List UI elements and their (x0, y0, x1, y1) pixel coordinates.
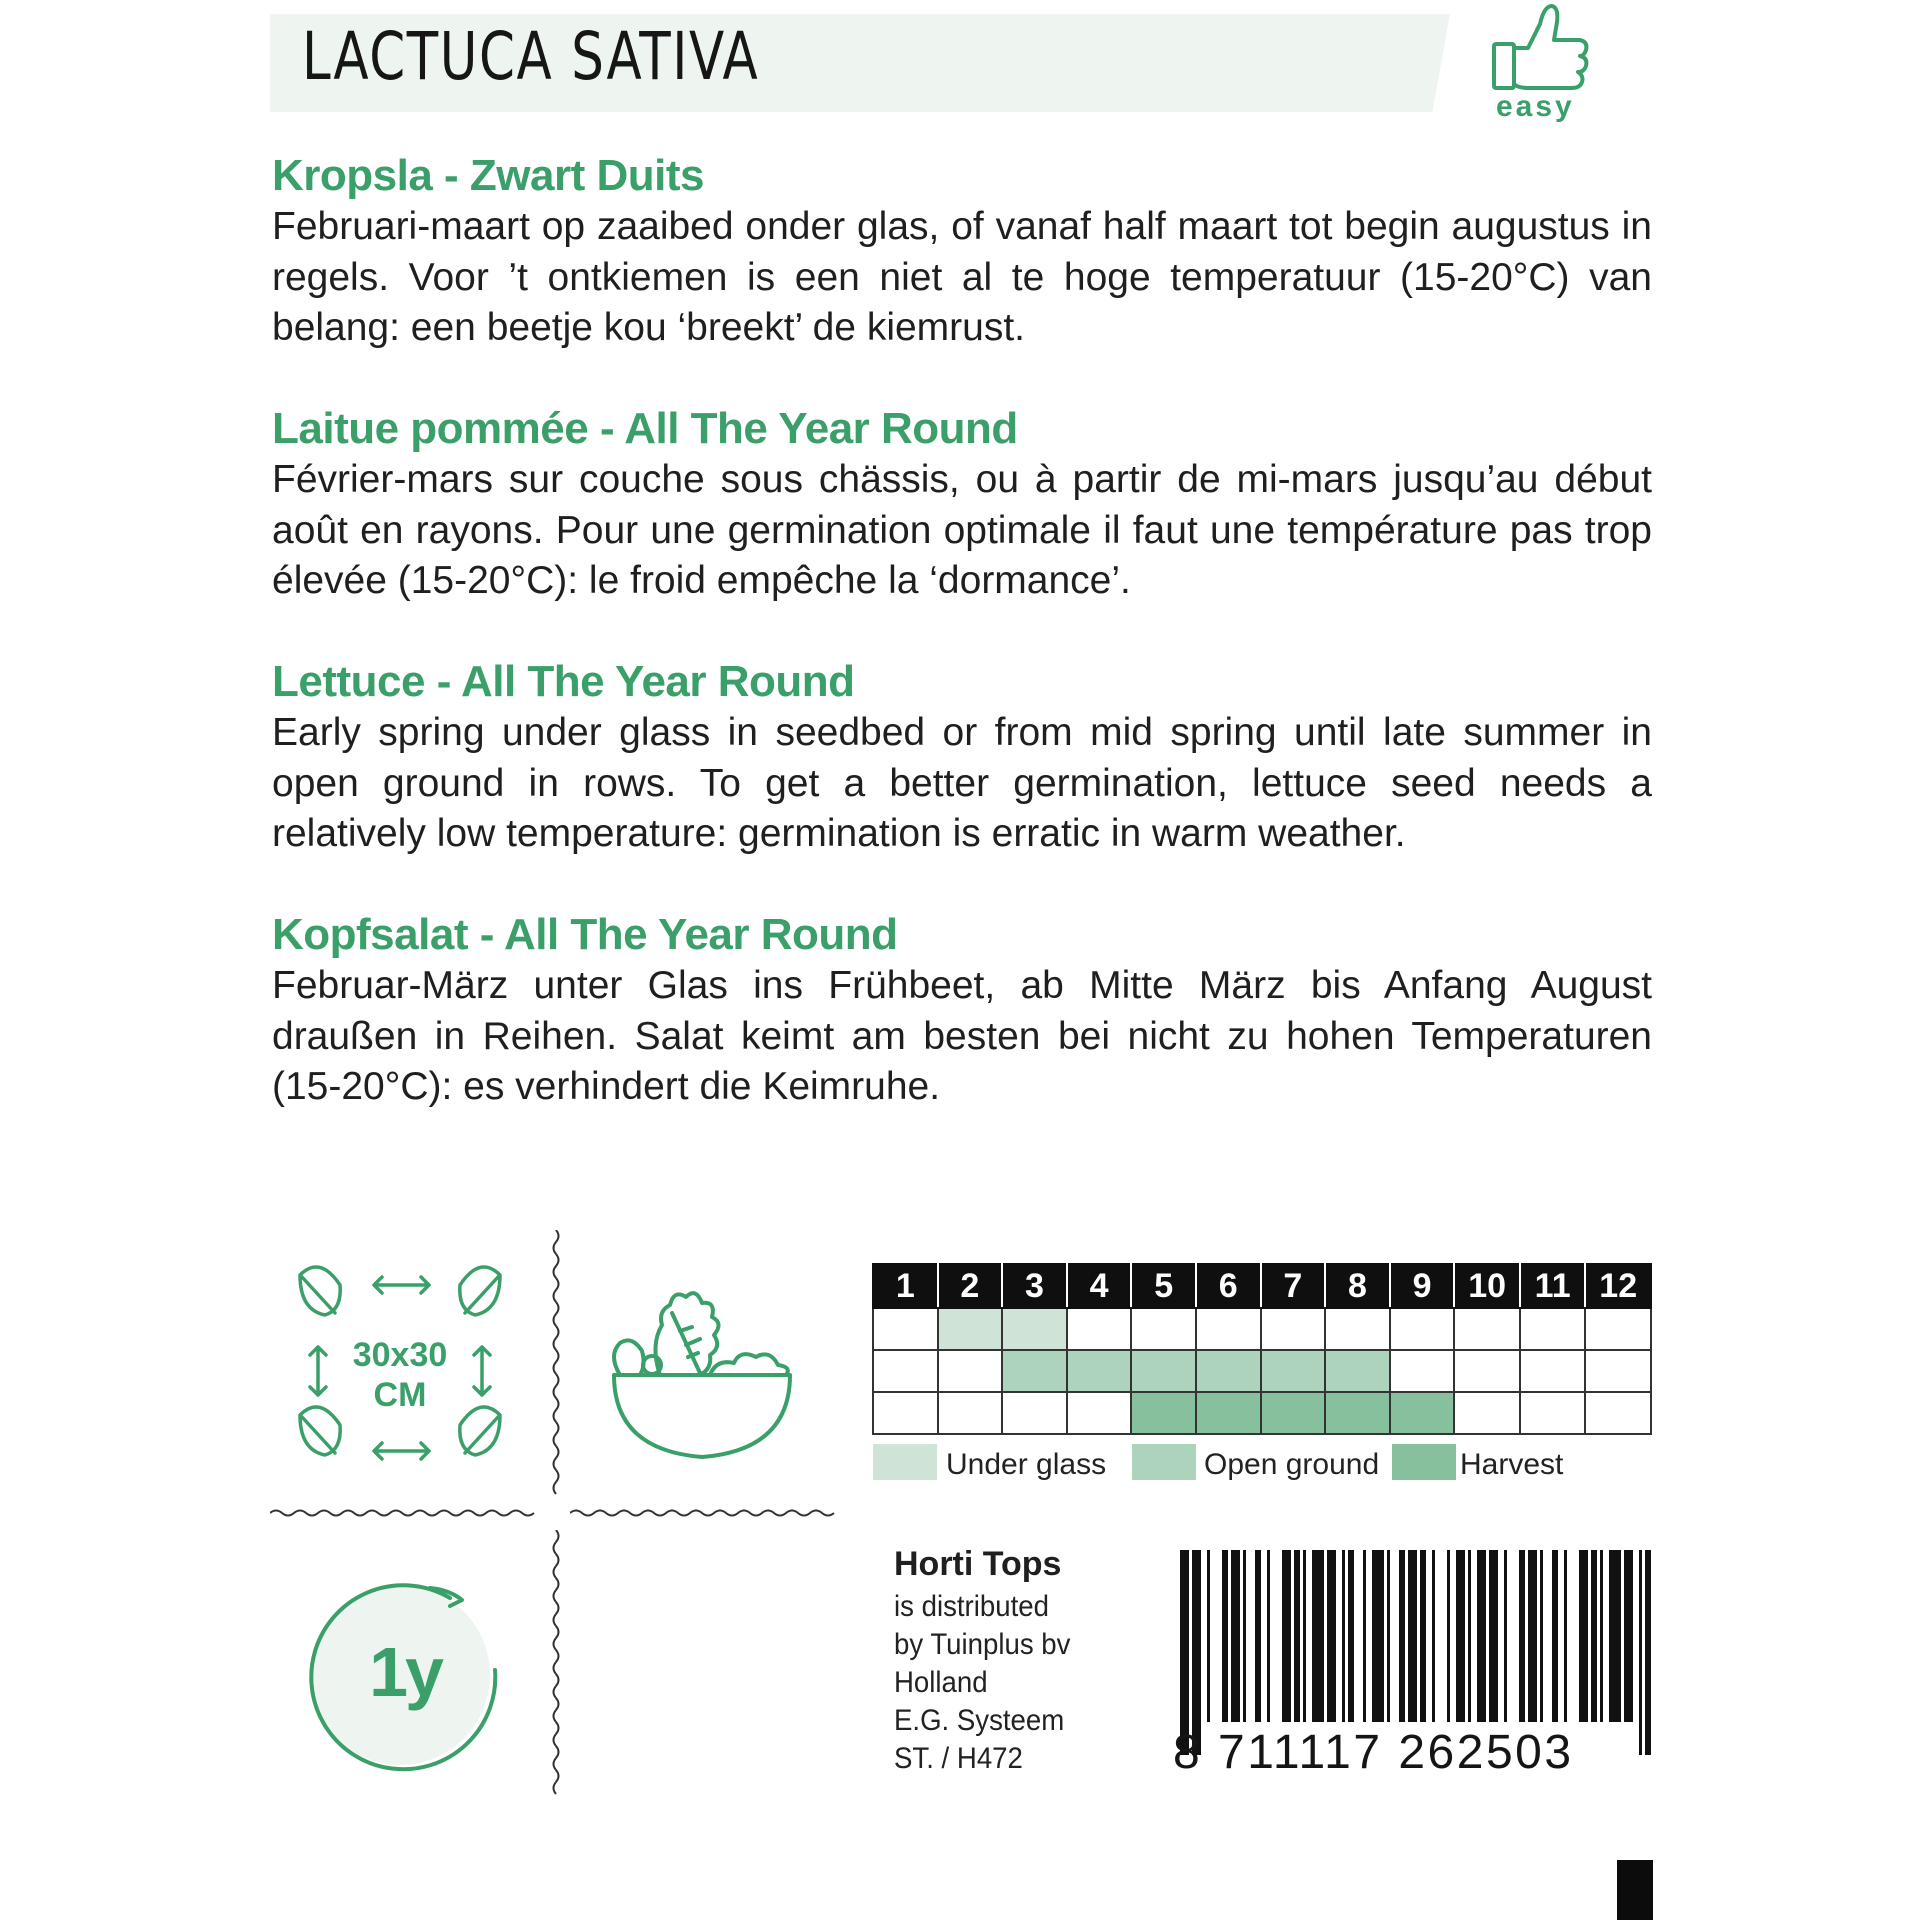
barcode-bar (1255, 1550, 1261, 1722)
calendar-row-harvest (873, 1392, 1651, 1434)
calendar-row-open (873, 1350, 1651, 1392)
calendar-cell (1520, 1350, 1585, 1392)
calendar-cell (938, 1308, 1003, 1350)
legend-label-under-glass: Under glass (946, 1448, 1107, 1481)
distributor-line: Holland (894, 1666, 988, 1699)
calendar-header-row (873, 1264, 1651, 1308)
barcode-bar (1348, 1550, 1354, 1722)
section-dutch (272, 150, 1652, 354)
calendar-cell (1196, 1350, 1261, 1392)
calendar-cell (1520, 1392, 1585, 1434)
print-mark (1617, 1860, 1653, 1920)
calendar-cell (1196, 1392, 1261, 1434)
distributor-line: is distributed (894, 1590, 1049, 1623)
calendar-cell (1585, 1308, 1651, 1350)
month-header: 10 (1454, 1264, 1520, 1308)
calendar-cell (1390, 1350, 1455, 1392)
calendar-cell (1585, 1392, 1651, 1434)
calendar-cell (1196, 1308, 1261, 1350)
month-header: 5 (1131, 1264, 1196, 1308)
vertical-divider (546, 1230, 566, 1500)
month-header: 7 (1261, 1264, 1326, 1308)
barcode-bar (1456, 1550, 1465, 1722)
calendar-cell (1390, 1392, 1455, 1434)
calendar-row-glass (873, 1308, 1651, 1350)
section-german (272, 909, 1652, 1113)
barcode-bar (1303, 1550, 1306, 1722)
legend-swatch-open-ground (1132, 1444, 1196, 1480)
distributor-line: ST. / H472 (894, 1742, 1023, 1775)
barcode-bar (1387, 1550, 1390, 1722)
barcode-bar (1579, 1550, 1588, 1722)
horizontal-divider (570, 1505, 840, 1521)
calendar-cell (873, 1392, 938, 1434)
calendar-cell (1131, 1392, 1196, 1434)
month-header: 6 (1196, 1264, 1261, 1308)
barcode-bar (1624, 1550, 1633, 1722)
barcode-bar (1399, 1550, 1405, 1722)
species-title: LACTUCA SATIVA (302, 18, 760, 95)
barcode-bar (1282, 1550, 1291, 1722)
month-header: 12 (1585, 1264, 1651, 1308)
spacing-label (340, 1335, 460, 1415)
section-english (272, 656, 1652, 860)
month-header: 11 (1520, 1264, 1585, 1308)
calendar-cell (1585, 1350, 1651, 1392)
calendar-cell (1002, 1308, 1067, 1350)
barcode-bar (1408, 1550, 1417, 1722)
month-header: 8 (1325, 1264, 1390, 1308)
barcode-bar (1519, 1550, 1525, 1722)
difficulty-label: easy (1496, 90, 1575, 123)
barcode-bar (1591, 1550, 1597, 1722)
month-header: 3 (1002, 1264, 1067, 1308)
calendar-cell (1131, 1350, 1196, 1392)
salad-bowl-icon (600, 1275, 810, 1465)
spacing-value: 30x30 (352, 1336, 448, 1374)
barcode-bar (1432, 1550, 1435, 1722)
section-body: Early spring under glass in seedbed or from mid spring until late summer in open ground in rows. To get a better germination, lettuce seed needs a relatively low temperature: germination is erratic in warm weather. (272, 711, 1652, 855)
calendar-cell (1131, 1308, 1196, 1350)
barcode-bar (1363, 1550, 1366, 1722)
calendar-cell (938, 1392, 1003, 1434)
calendar-cell (1520, 1308, 1585, 1350)
section-body: Februari-maart op zaaibed onder glas, of vanaf half maart tot begin augustus in regels. Voor ’t ontkiemen is een niet al te hoge temperatuur (15-20°C) van belang: een beetje kou ‘breekt’ de kiemrust. (272, 205, 1652, 349)
barcode-bar (1564, 1550, 1567, 1722)
barcode-number: 8 711117 262503 (1173, 1726, 1574, 1779)
barcode-bar (1639, 1550, 1642, 1755)
month-header: 4 (1067, 1264, 1132, 1308)
barcode-bar (1600, 1550, 1603, 1722)
barcode-bar (1207, 1550, 1210, 1722)
calendar-cell (1390, 1308, 1455, 1350)
calendar-cell (1325, 1392, 1390, 1434)
section-body: Février-mars sur couche sous chässis, ou à partir de mi-mars jusqu’au début août en rayons. Pour une germination optimale il faut une température pas trop élevée (15-20°C): le froid empêche la ‘dormance’. (272, 458, 1652, 602)
calendar-cell (1067, 1350, 1132, 1392)
barcode-bar (1312, 1550, 1324, 1722)
legend-label-open-ground: Open ground (1204, 1448, 1380, 1481)
barcode-bar (1477, 1550, 1486, 1722)
calendar-cell (1002, 1392, 1067, 1434)
barcode-bar (1294, 1550, 1300, 1722)
month-header: 9 (1390, 1264, 1455, 1308)
calendar-cell (1454, 1308, 1520, 1350)
barcode-bar (1420, 1550, 1426, 1722)
barcode-bar (1468, 1550, 1471, 1722)
calendar-cell (1261, 1350, 1326, 1392)
calendar-cell (1261, 1308, 1326, 1350)
barcode-bar (1540, 1550, 1543, 1722)
barcode-bar (1645, 1550, 1651, 1755)
calendar-cell (1454, 1350, 1520, 1392)
calendar-cell (1067, 1392, 1132, 1434)
section-body: Februar-März unter Glas ins Frühbeet, ab Mitte März bis Anfang August draußen in Reihen. Salat keimt am besten bei nicht zu hohen Temperaturen (15-20°C): es verhindert die Keimruhe. (272, 964, 1652, 1108)
barcode-bar (1447, 1550, 1450, 1722)
section-title: Kropsla - Zwart Duits (272, 151, 704, 200)
brand-name: Horti Tops (894, 1545, 1062, 1583)
distributor-line: E.G. Systeem (894, 1704, 1065, 1737)
barcode-bar (1267, 1550, 1270, 1722)
calendar-cell (938, 1350, 1003, 1392)
vertical-divider (546, 1530, 566, 1800)
barcode-bar (1342, 1550, 1345, 1722)
lifespan-value: 1y (369, 1633, 441, 1711)
barcode-bar (1231, 1550, 1240, 1722)
calendar-cell (1002, 1350, 1067, 1392)
barcode-bar (1504, 1550, 1507, 1722)
calendar-cell (1454, 1392, 1520, 1434)
thumbs-up-icon (1488, 0, 1598, 100)
barcode-bar (1609, 1550, 1621, 1722)
calendar-cell (1325, 1308, 1390, 1350)
section-title: Lettuce - All The Year Round (272, 657, 855, 706)
legend-swatch-under-glass (873, 1444, 937, 1480)
section-french (272, 403, 1652, 607)
month-header: 2 (938, 1264, 1003, 1308)
barcode-bar (1327, 1550, 1336, 1722)
calendar-cell (873, 1350, 938, 1392)
calendar-cell (873, 1308, 938, 1350)
horizontal-divider (270, 1505, 540, 1521)
month-header: 1 (873, 1264, 938, 1308)
barcode-bar (1489, 1550, 1498, 1722)
barcode-bar (1222, 1550, 1228, 1722)
barcode-bar (1243, 1550, 1246, 1722)
legend-swatch-harvest (1392, 1444, 1456, 1480)
legend-label-harvest: Harvest (1460, 1448, 1564, 1481)
calendar-cell (1067, 1308, 1132, 1350)
sowing-calendar (872, 1263, 1652, 1435)
spacing-unit: CM (373, 1376, 427, 1414)
barcode-bar (1528, 1550, 1537, 1722)
calendar-cell (1325, 1350, 1390, 1392)
calendar-cell (1261, 1392, 1326, 1434)
section-title: Laitue pommée - All The Year Round (272, 404, 1018, 453)
barcode-bar (1372, 1550, 1384, 1722)
section-title: Kopfsalat - All The Year Round (272, 910, 898, 959)
barcode-bar (1552, 1550, 1558, 1722)
distributor-line: by Tuinplus bv (894, 1628, 1071, 1661)
